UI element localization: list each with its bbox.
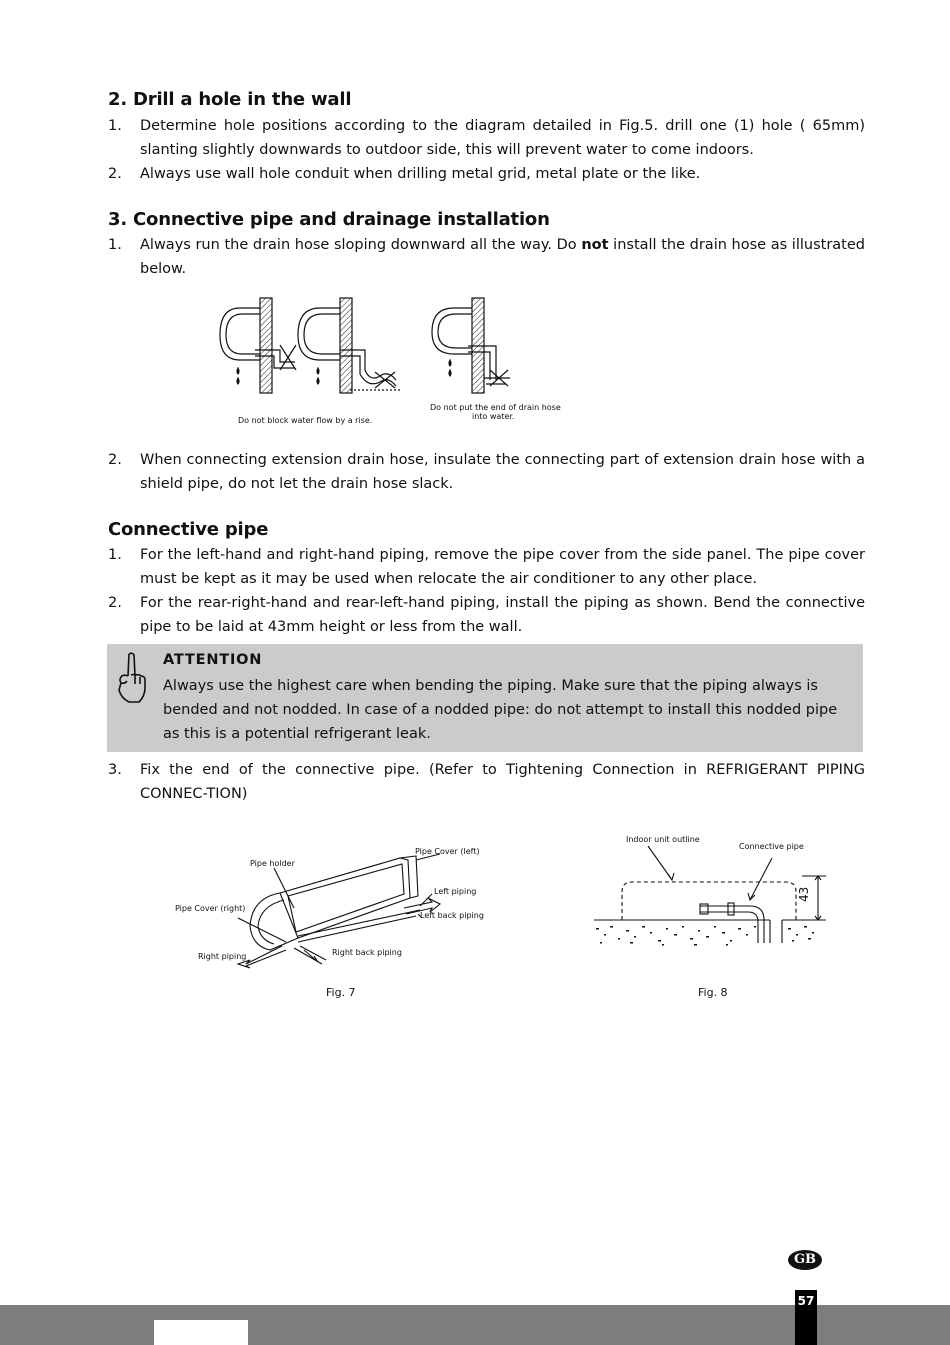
fig7-label-pipe-holder: Pipe holder [250, 859, 295, 868]
fig7-label-left-back-piping: Left back piping [420, 911, 484, 920]
item-number: 2. [108, 166, 122, 182]
fig-8-diagram [590, 828, 830, 958]
fig8-label-indoor-unit-outline: Indoor unit outline [626, 835, 700, 844]
section-2-item-1 [108, 114, 865, 162]
item-text: Determine hole positions according to the diagram detailed in Fig.5. drill one (1) hole ( 65mm) slanting slightly downwards to outdoor side, this will prevent water to come indoors. [140, 118, 865, 158]
emphasis-not: not [581, 237, 609, 253]
item-text: Always use wall hole conduit when drilling metal grid, metal plate or the like. [140, 166, 701, 182]
fig-7-diagram [170, 838, 490, 978]
connective-item-2 [108, 591, 865, 639]
drain-panel-rise [220, 298, 296, 393]
footer-blank-box [154, 1320, 248, 1345]
drain-panel-wave [298, 298, 400, 393]
fig-8-caption: Fig. 8 [698, 986, 728, 999]
item-text: Fix the end of the connective pipe. (Refer to Tightening Connection in REFRIGERANT PIPING CONNEC-TION) [140, 762, 865, 802]
connective-item-1 [108, 543, 865, 591]
drain-hose-illustration [200, 290, 580, 430]
section-3-item-2 [108, 448, 865, 496]
fig8-dimension-label: 43 [797, 886, 811, 902]
item-number: 1. [108, 547, 122, 563]
item-text: For the left-hand and right-hand piping, remove the pipe cover from the side panel. The pipe cover must be kept as it may be used when relocate the air conditioner to any other place. [140, 547, 865, 587]
attention-title: ATTENTION [163, 652, 263, 668]
fig7-label-right-back-piping: Right back piping [332, 948, 402, 957]
fig7-label-left-piping: Left piping [434, 887, 477, 896]
region-badge: GB [788, 1250, 822, 1270]
attention-box [107, 644, 863, 752]
item-number: 1. [108, 118, 122, 134]
pointing-hand-icon [111, 650, 151, 708]
fig8-label-connective-pipe: Connective pipe [739, 842, 804, 851]
item-text: Always run the drain hose sloping downward all the way. Do not install the drain hose as illustrated below. [140, 237, 865, 277]
item-number: 2. [108, 595, 122, 611]
fig7-label-pipe-cover-left: Pipe Cover (left) [415, 847, 480, 856]
fig-7-caption: Fig. 7 [326, 986, 356, 999]
drain-caption-right-line2: into water. [472, 412, 515, 421]
fig7-label-pipe-cover-right: Pipe Cover (right) [175, 904, 246, 913]
item-number: 3. [108, 762, 122, 778]
fig7-label-right-piping: Right piping [198, 952, 247, 961]
item-text: For the rear-right-hand and rear-left-hand piping, install the piping as shown. Bend the connective pipe to be laid at 43mm height or less from the wall. [140, 595, 865, 635]
connective-pipe-title: Connective pipe [108, 519, 269, 540]
drain-caption-left: Do not block water flow by a rise. [238, 416, 373, 425]
attention-body: Always use the highest care when bending the piping. Make sure that the piping always is bended and not nodded. In case of a nodded pipe: do not attempt to install this nodded pipe as this is a potential refrigerant leak. [163, 678, 838, 742]
item-number: 2. [108, 452, 122, 468]
section-3-title: 3. Connective pipe and drainage installation [108, 209, 550, 230]
section-3-item-1 [108, 233, 865, 281]
connective-item-3 [108, 758, 865, 806]
item-number: 1. [108, 237, 122, 253]
drain-panel-water [432, 298, 510, 393]
page-number: 57 [795, 1290, 817, 1345]
section-2-item-2 [108, 162, 865, 186]
section-2-title: 2. Drill a hole in the wall [108, 89, 352, 110]
drain-caption-right-line1: Do not put the end of drain hose [430, 403, 561, 412]
ground-texture [596, 926, 814, 946]
item-text: When connecting extension drain hose, insulate the connecting part of extension drain hose with a shield pipe, do not let the drain hose slack. [140, 452, 865, 492]
